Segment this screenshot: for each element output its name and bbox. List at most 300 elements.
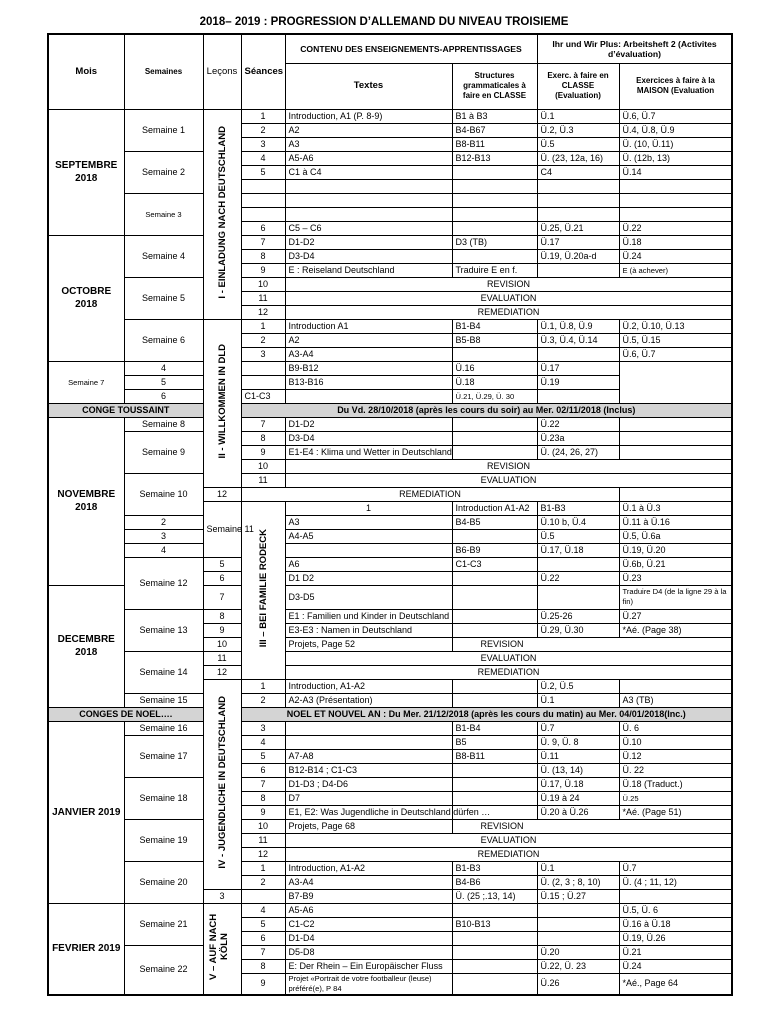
week-cell: Semaine 12 xyxy=(124,557,203,609)
grammar-cell: B8-B11 xyxy=(452,137,537,151)
seance-number: 10 xyxy=(203,637,241,651)
seance-number: 6 xyxy=(241,763,285,777)
week-cell: Semaine 19 xyxy=(124,819,203,861)
text-cell: D1-D2 xyxy=(285,417,452,431)
seance-number: 7 xyxy=(241,945,285,959)
home-exercise-cell: Ü.6, Ü.7 xyxy=(619,109,732,123)
table-row xyxy=(48,151,732,165)
session-marker: REMEDIATION xyxy=(241,487,619,501)
week-cell: Semaine 8 xyxy=(124,417,203,431)
table-row xyxy=(48,277,732,291)
class-exercise-cell: Ü.22 xyxy=(537,571,619,585)
grammar-cell: B12-B13 xyxy=(452,151,537,165)
text-cell: A2-A3 (Présentation) xyxy=(285,693,452,707)
home-exercise-cell: Ü.10 xyxy=(619,735,732,749)
table-row xyxy=(48,945,732,959)
grammar-cell: B6-B9 xyxy=(452,543,537,557)
class-exercise-cell: Ü.20 à Ü.26 xyxy=(537,805,619,819)
grammar-cell xyxy=(452,903,537,917)
week-cell: Semaine 16 xyxy=(124,721,203,735)
home-exercise-cell: Ü. (12b, 13) xyxy=(619,151,732,165)
grammar-cell xyxy=(452,945,537,959)
home-exercise-cell: Ü.19, Ü.20 xyxy=(619,543,732,557)
seance-number: 1 xyxy=(241,319,285,333)
seance-number: 4 xyxy=(124,361,203,375)
class-exercise-cell: Ü. (23, 12a, 16) xyxy=(537,151,619,165)
class-exercise-cell: Ü.17 xyxy=(537,235,619,249)
lesson-title: II - WILLKOMMEN IN DLD xyxy=(216,344,228,459)
holiday-row xyxy=(48,403,732,417)
class-exercise-cell xyxy=(537,917,619,931)
holiday-row xyxy=(48,707,732,721)
home-exercise-cell: Ü. 6 xyxy=(619,721,732,735)
table-row xyxy=(48,375,732,389)
class-exercise-cell xyxy=(537,193,619,207)
class-exercise-cell: Ü. 9, Ü. 8 xyxy=(537,735,619,749)
grammar-cell: B1-B3 xyxy=(452,861,537,875)
grammar-cell xyxy=(452,165,537,179)
grammar-cell xyxy=(285,389,452,403)
seance-number: 4 xyxy=(241,151,285,165)
class-exercise-cell: Ü.1, Ü.8, Ü.9 xyxy=(537,319,619,333)
text-cell: E1 : Familien und Kinder in Deutschland xyxy=(285,609,452,623)
lesson-title: V – AUF NACH KÖLN xyxy=(208,913,230,981)
table-row xyxy=(48,903,732,917)
class-exercise-cell xyxy=(537,207,619,221)
grammar-cell: B1-B4 xyxy=(452,319,537,333)
holiday-label: CONGES DE NOEL…. xyxy=(48,707,203,721)
home-exercise-cell: Ü.19, Ü.26 xyxy=(619,931,732,945)
grammar-cell xyxy=(452,431,537,445)
text-cell xyxy=(285,193,452,207)
home-exercise-cell: E (à achever) xyxy=(619,263,732,277)
home-exercise-cell: A3 (TB) xyxy=(619,693,732,707)
text-cell: D5-D8 xyxy=(285,945,452,959)
table-row xyxy=(48,721,732,735)
seance-number: 6 xyxy=(124,389,203,403)
table-row xyxy=(48,473,732,487)
class-exercise-cell: Ü.20 xyxy=(537,945,619,959)
text-cell: E3-E3 : Namen in Deutschland xyxy=(285,623,452,637)
grammar-cell xyxy=(452,529,537,543)
text-cell: Introduction A1 xyxy=(285,319,452,333)
header-mois: Mois xyxy=(48,34,124,109)
header-exerc-maison: Exercices à faire à la MAISON (Evaluation xyxy=(619,63,732,109)
home-exercise-cell xyxy=(619,179,732,193)
text-cell: Introduction A1-A2 xyxy=(452,501,537,515)
header-seances: Séances xyxy=(241,34,285,109)
seance-number: 6 xyxy=(203,571,241,585)
table-row xyxy=(48,431,732,445)
grammar-cell: B13-B16 xyxy=(285,375,452,389)
session-marker: REMEDIATION xyxy=(285,305,732,319)
home-exercise-cell: Ü.15 ; Ü.27 xyxy=(537,889,619,903)
seance-number: 2 xyxy=(241,333,285,347)
text-cell: D7 xyxy=(285,791,452,805)
seance-number: 1 xyxy=(241,679,285,693)
week-cell: Semaine 3 xyxy=(124,193,203,235)
month-cell: DECEMBRE 2018 xyxy=(48,585,124,707)
text-cell: A6 xyxy=(285,557,452,571)
table-row xyxy=(48,557,732,571)
grammar-cell: Traduire E en f. xyxy=(452,263,537,277)
seance-number: 10 xyxy=(241,277,285,291)
grammar-cell xyxy=(452,417,537,431)
text-cell: C5 – C6 xyxy=(285,221,452,235)
grammar-cell xyxy=(452,959,537,973)
seance-number: 1 xyxy=(241,861,285,875)
home-exercise-cell xyxy=(619,679,732,693)
holiday-dates: Du Vd. 28/10/2018 (après les cours du soir) au Mer. 02/11/2018 (Inclus) xyxy=(241,403,732,417)
seance-number: 7 xyxy=(241,417,285,431)
class-exercise-cell: Ü.19, Ü.20a-d xyxy=(537,249,619,263)
seance-number: 8 xyxy=(241,431,285,445)
seance-number: 9 xyxy=(241,263,285,277)
header-exerc-classe: Exerc. à faire en CLASSE (Evaluation) xyxy=(537,63,619,109)
class-exercise-cell: Ü.1 xyxy=(537,861,619,875)
seance-number: 12 xyxy=(203,487,241,501)
grammar-cell xyxy=(452,179,537,193)
home-exercise-cell: Ü.25 xyxy=(619,791,732,805)
month-cell: SEPTEMBRE 2018 xyxy=(48,109,124,235)
holiday-label: CONGE TOUSSAINT xyxy=(48,403,203,417)
seance-number: 4 xyxy=(124,543,203,557)
grammar-cell xyxy=(452,763,537,777)
session-marker: REVISION xyxy=(452,819,732,833)
table-row xyxy=(48,819,732,833)
seance-number xyxy=(241,207,285,221)
text-cell: A3 xyxy=(285,137,452,151)
table-row xyxy=(48,529,732,543)
home-exercise-cell xyxy=(619,417,732,431)
week-cell: Semaine 21 xyxy=(124,903,203,945)
home-exercise-cell: Ü. (10, Ü.11) xyxy=(619,137,732,151)
class-exercise-cell: Ü.23a xyxy=(537,431,619,445)
class-exercise-cell: Ü.19 à 24 xyxy=(537,791,619,805)
text-cell: A3-A4 xyxy=(285,347,452,361)
class-exercise-cell xyxy=(537,179,619,193)
home-exercise-cell: Ü.24 xyxy=(619,959,732,973)
text-cell: C1-C3 xyxy=(241,389,285,403)
header-semaines: Semaines xyxy=(124,34,203,109)
grammar-cell: B1 à B3 xyxy=(452,109,537,123)
grammar-cell: B9-B12 xyxy=(285,361,452,375)
class-exercise-cell: Ü.22, Ü. 23 xyxy=(537,959,619,973)
week-cell: Semaine 11 xyxy=(203,501,241,557)
class-exercise-cell: Ü.18 xyxy=(452,375,537,389)
seance-number: 3 xyxy=(124,529,203,543)
text-cell: D3-D5 xyxy=(285,585,452,609)
grammar-cell xyxy=(452,693,537,707)
grammar-cell: B10-B13 xyxy=(452,917,537,931)
seance-number: 10 xyxy=(241,459,285,473)
grammar-cell xyxy=(452,609,537,623)
class-exercise-cell: Ü.10 b, Ü.4 xyxy=(537,515,619,529)
home-exercise-cell: Ü.7 xyxy=(619,861,732,875)
class-exercise-cell: Ü.7 xyxy=(537,721,619,735)
seance-number: 2 xyxy=(241,693,285,707)
table-row xyxy=(48,651,732,665)
grammar-cell xyxy=(452,207,537,221)
text-cell: A2 xyxy=(285,333,452,347)
seance-number: 9 xyxy=(241,973,285,995)
home-exercise-cell: Ü.4, Ü.8, Ü.9 xyxy=(619,123,732,137)
seance-number: 2 xyxy=(241,875,285,889)
text-cell: A3 xyxy=(285,515,452,529)
session-marker: EVALUATION xyxy=(285,833,732,847)
home-exercise-cell xyxy=(619,431,732,445)
grammar-cell: B4-B6 xyxy=(452,875,537,889)
table-row xyxy=(48,609,732,623)
text-cell: C1 à C4 xyxy=(285,165,452,179)
text-cell: C1-C2 xyxy=(285,917,452,931)
home-exercise-cell: Traduire D4 (de la ligne 29 à la fin) xyxy=(619,585,732,609)
seance-number: 8 xyxy=(241,959,285,973)
seance-number: 2 xyxy=(124,515,203,529)
class-exercise-cell: Ü.25-26 xyxy=(537,609,619,623)
class-exercise-cell: Ü.1 xyxy=(537,109,619,123)
header-lecons: Leçons xyxy=(203,34,241,109)
class-exercise-cell: Ü.5 xyxy=(537,137,619,151)
grammar-cell: B4-B5 xyxy=(452,515,537,529)
seance-number: 12 xyxy=(241,847,285,861)
grammar-cell: D3 (TB) xyxy=(452,235,537,249)
text-cell xyxy=(285,179,452,193)
grammar-cell xyxy=(452,585,537,609)
text-cell: Projets, Page 68 xyxy=(285,819,452,833)
grammar-cell xyxy=(452,931,537,945)
session-marker: REVISION xyxy=(285,459,732,473)
grammar-cell xyxy=(452,445,537,459)
class-exercise-cell: Ü. (24, 26, 27) xyxy=(537,445,619,459)
session-marker: REMEDIATION xyxy=(285,847,732,861)
grammar-cell: C1-C3 xyxy=(452,557,537,571)
text-cell xyxy=(285,721,452,735)
seance-number: 8 xyxy=(203,609,241,623)
session-marker: REVISION xyxy=(452,637,732,651)
seance-number: 11 xyxy=(203,651,241,665)
text-cell: A5-A6 xyxy=(285,151,452,165)
table-body xyxy=(48,109,732,995)
seance-number: 5 xyxy=(241,165,285,179)
seance-number: 7 xyxy=(241,777,285,791)
text-cell: A7-A8 xyxy=(285,749,452,763)
week-cell: Semaine 17 xyxy=(124,735,203,777)
table-row xyxy=(48,193,732,207)
seance-number: 1 xyxy=(241,109,285,123)
seance-number: 6 xyxy=(241,931,285,945)
seance-number: 9 xyxy=(241,445,285,459)
lesson-cell xyxy=(203,903,241,995)
class-exercise-cell: Ü.17, Ü.18 xyxy=(537,543,619,557)
header-contenu: CONTENU DES ENSEIGNEMENTS-APPRENTISSAGES xyxy=(285,34,537,63)
table-row xyxy=(48,861,732,875)
text-cell: E1, E2: Was Jugendliche in Deutschland dürfen … xyxy=(285,805,452,819)
home-exercise-cell: *Aé. (Page 38) xyxy=(619,623,732,637)
home-exercise-cell: Ü.19 xyxy=(537,375,619,389)
seance-number: 3 xyxy=(241,721,285,735)
class-exercise-cell: C4 xyxy=(537,165,619,179)
week-cell: Semaine 15 xyxy=(124,693,203,707)
home-exercise-cell: Ü.16 à Ü.18 xyxy=(619,917,732,931)
home-exercise-cell: Ü.6, Ü.7 xyxy=(619,347,732,361)
month-cell: JANVIER 2019 xyxy=(48,721,124,903)
class-exercise-cell: Ü.21, Ü.29, Ü. 30 xyxy=(452,389,537,403)
grammar-cell xyxy=(452,777,537,791)
seance-number: 11 xyxy=(241,833,285,847)
seance-number: 11 xyxy=(241,473,285,487)
grammar-cell xyxy=(452,623,537,637)
home-exercise-cell: Ü.17 xyxy=(537,361,619,375)
class-exercise-cell: Ü. (25 ;.13, 14) xyxy=(452,889,537,903)
grammar-cell: B7-B9 xyxy=(285,889,452,903)
header-structures: Structures grammaticales à faire en CLASSE xyxy=(452,63,537,109)
home-exercise-cell: Ü.24 xyxy=(619,249,732,263)
week-cell: Semaine 2 xyxy=(124,151,203,193)
text-cell: E : Reiseland Deutschland xyxy=(285,263,452,277)
seance-number: 12 xyxy=(241,305,285,319)
grammar-cell xyxy=(452,193,537,207)
seance-number: 7 xyxy=(241,235,285,249)
seance-number: 9 xyxy=(241,805,285,819)
class-exercise-cell: Ü.17, Ü.18 xyxy=(537,777,619,791)
lesson-cell xyxy=(203,109,241,319)
table-row xyxy=(48,777,732,791)
seance-number: 5 xyxy=(124,375,203,389)
home-exercise-cell: *Aé. (Page 51) xyxy=(619,805,732,819)
seance-number: 3 xyxy=(203,889,241,903)
text-cell xyxy=(241,361,285,375)
seance-number: 3 xyxy=(241,137,285,151)
grammar-cell: B1-B3 xyxy=(537,501,619,515)
text-cell xyxy=(285,207,452,221)
lesson-cell xyxy=(203,679,241,889)
seance-number: 10 xyxy=(241,819,285,833)
home-exercise-cell: Ü.6b, Ü.21 xyxy=(619,557,732,571)
seance-number: 12 xyxy=(203,665,241,679)
home-exercise-cell: Ü.11 à Ü.16 xyxy=(619,515,732,529)
text-cell: D3-D4 xyxy=(285,249,452,263)
grammar-cell xyxy=(452,347,537,361)
week-cell: Semaine 5 xyxy=(124,277,203,319)
class-exercise-cell: Ü. (2, 3 ; 8, 10) xyxy=(537,875,619,889)
home-exercise-cell xyxy=(619,193,732,207)
class-exercise-cell xyxy=(537,585,619,609)
class-exercise-cell xyxy=(537,931,619,945)
home-exercise-cell: Ü.14 xyxy=(619,165,732,179)
text-cell: Projets, Page 52 xyxy=(285,637,452,651)
class-exercise-cell: Ü.5 xyxy=(537,529,619,543)
session-marker: EVALUATION xyxy=(285,291,732,305)
header-textes: Textes xyxy=(285,63,452,109)
seance-number: 5 xyxy=(241,749,285,763)
week-cell: Semaine 9 xyxy=(124,431,203,473)
text-cell: Introduction, A1-A2 xyxy=(285,679,452,693)
seance-number: 1 xyxy=(285,501,452,515)
seance-number: 4 xyxy=(241,735,285,749)
seance-number: 2 xyxy=(241,123,285,137)
grammar-cell xyxy=(452,973,537,995)
text-cell: D1-D3 ; D4-D6 xyxy=(285,777,452,791)
grammar-cell: B1-B4 xyxy=(452,721,537,735)
grammar-cell: B4-B67 xyxy=(452,123,537,137)
grammar-cell: B5-B8 xyxy=(452,333,537,347)
class-exercise-cell: Ü. (13, 14) xyxy=(537,763,619,777)
home-exercise-cell xyxy=(619,207,732,221)
table-row xyxy=(48,361,732,375)
home-exercise-cell xyxy=(537,389,619,403)
table-row xyxy=(48,235,732,249)
month-cell: NOVEMBRE 2018 xyxy=(48,417,124,585)
week-cell: Semaine 20 xyxy=(124,861,203,903)
table-row xyxy=(48,543,732,557)
week-cell: Semaine 13 xyxy=(124,609,203,651)
month-cell: FEVRIER 2019 xyxy=(48,903,124,995)
seance-number: 8 xyxy=(241,791,285,805)
seance-number: 9 xyxy=(203,623,241,637)
grammar-cell xyxy=(452,221,537,235)
table-row xyxy=(48,417,732,431)
text-cell: D1-D2 xyxy=(285,235,452,249)
lesson-cell xyxy=(203,319,241,487)
text-cell: D1-D4 xyxy=(285,931,452,945)
text-cell: A4-A5 xyxy=(285,529,452,543)
class-exercise-cell xyxy=(537,903,619,917)
class-exercise-cell: Ü.16 xyxy=(452,361,537,375)
session-marker: EVALUATION xyxy=(285,651,732,665)
table-row xyxy=(48,109,732,123)
class-exercise-cell: Ü.26 xyxy=(537,973,619,995)
seance-number: 6 xyxy=(241,221,285,235)
holiday-dates: NOEL ET NOUVEL AN : Du Mer. 21/12/2018 (après les cours du matin) au Mer. 04/01/2018(Inc.) xyxy=(241,707,732,721)
week-cell: Semaine 18 xyxy=(124,777,203,819)
home-exercise-cell: Ü.12 xyxy=(619,749,732,763)
text-cell xyxy=(241,375,285,389)
table-row xyxy=(48,515,732,529)
grammar-cell xyxy=(452,679,537,693)
home-exercise-cell: Ü.2, Ü.10, Ü.13 xyxy=(619,319,732,333)
session-marker: EVALUATION xyxy=(285,473,732,487)
home-exercise-cell: Ü.5, Ü. 6 xyxy=(619,903,732,917)
table-row xyxy=(48,693,732,707)
grammar-cell: B8-B11 xyxy=(452,749,537,763)
text-cell: Projet «Portrait de votre footballeur (leuse) préféré(e), P 84 xyxy=(285,973,452,995)
home-exercise-cell: Ü.5, Ü.15 xyxy=(619,333,732,347)
month-cell: OCTOBRE 2018 xyxy=(48,235,124,361)
text-cell: E: Der Rhein – Ein Europäischer Fluss xyxy=(285,959,452,973)
progression-table xyxy=(47,33,733,996)
document-title: 2018– 2019 : PROGRESSION D’ALLEMAND DU NIVEAU TROISIEME xyxy=(199,16,569,28)
text-cell: A2 xyxy=(285,123,452,137)
text-cell: D3-D4 xyxy=(285,431,452,445)
class-exercise-cell: Ü.2, Ü.5 xyxy=(537,679,619,693)
header-cahier: Ihr und Wir Plus: Arbeitsheft 2 (Activites d’évaluation) xyxy=(537,34,732,63)
seance-number: 7 xyxy=(203,585,241,609)
week-cell: Semaine 22 xyxy=(124,945,203,995)
lesson-title: III – BEI FAMILIE RODECK xyxy=(257,529,269,648)
home-exercise-cell: Ü. 22 xyxy=(619,763,732,777)
seance-number: 3 xyxy=(241,347,285,361)
session-marker: REVISION xyxy=(285,277,732,291)
table-row xyxy=(48,389,732,403)
home-exercise-cell: Ü. (4 ; 11, 12) xyxy=(619,875,732,889)
grammar-cell: B5 xyxy=(452,735,537,749)
text-cell: Introduction, A1 (P. 8-9) xyxy=(285,109,452,123)
text-cell: Introduction, A1-A2 xyxy=(285,861,452,875)
text-cell: E1-E4 : Klima und Wetter in Deutschland xyxy=(285,445,452,459)
text-cell xyxy=(241,889,285,903)
home-exercise-cell: Ü.27 xyxy=(619,609,732,623)
